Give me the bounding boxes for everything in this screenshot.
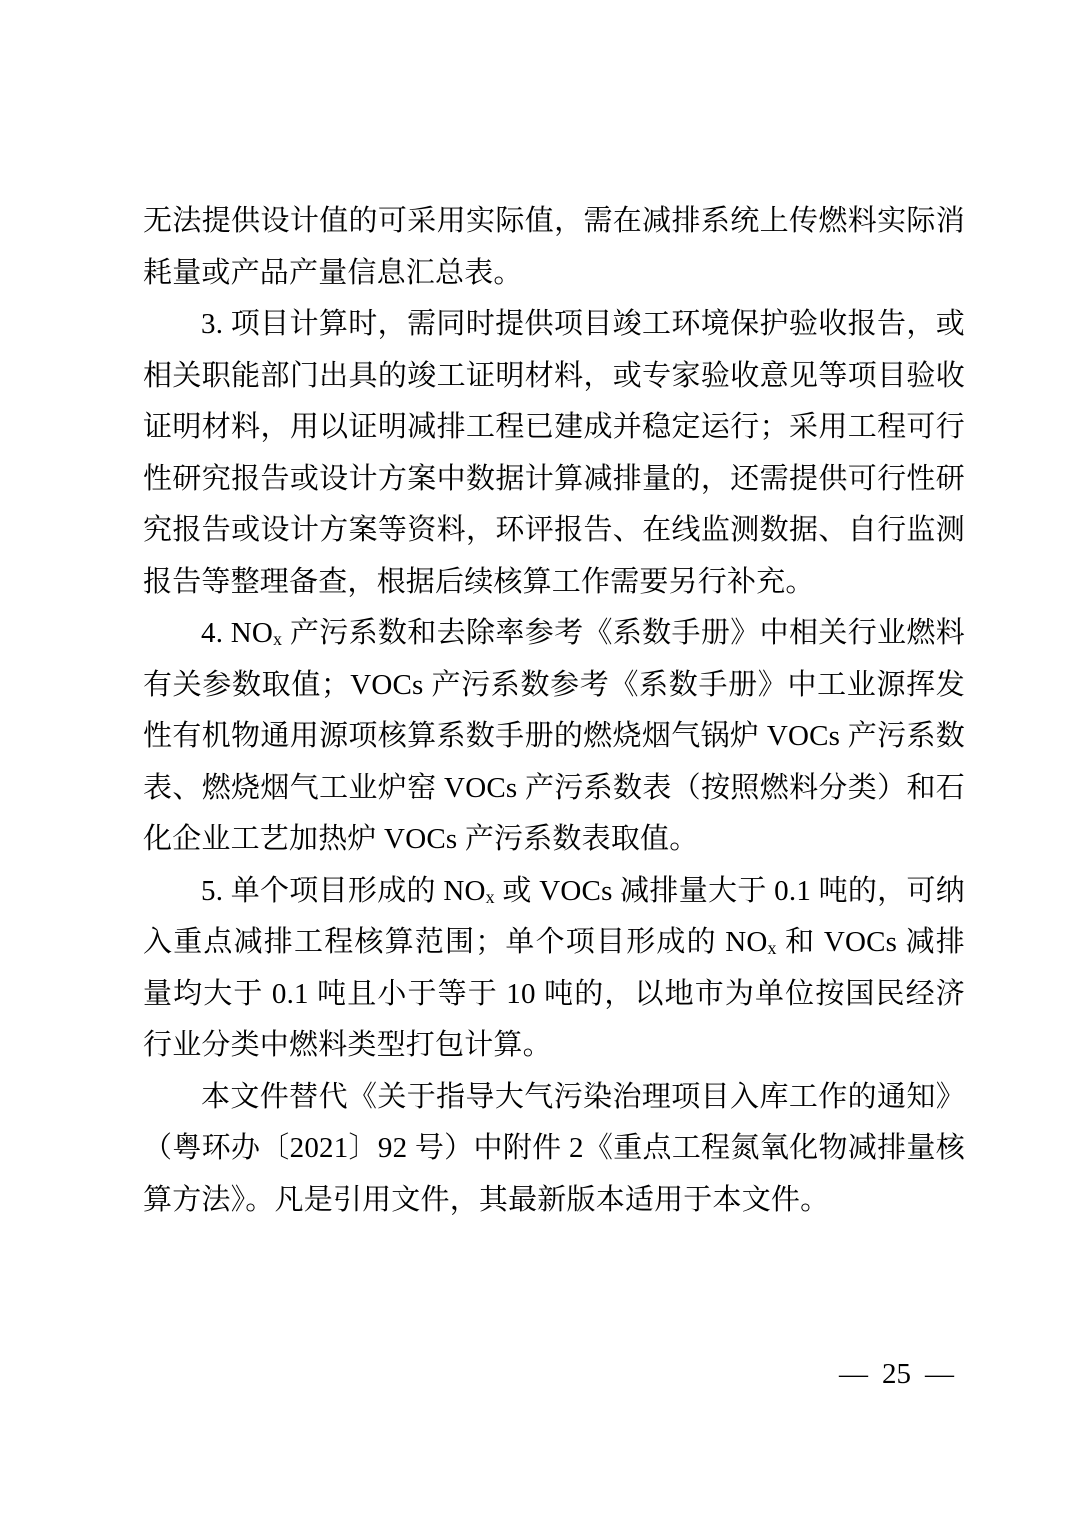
text-run: 4. NO: [201, 617, 274, 649]
paragraph: [143, 608, 965, 866]
text-run: 或 VOCs 减排量大于 0.1 吨的，可纳入重点减排工程核算范围；单个项目形成的 NO: [143, 874, 965, 958]
text-run: 无法提供设计值的可采用实际值，需在减排系统上传燃料实际消耗量或产品产量信息汇总表。: [143, 205, 965, 289]
page-number: 25: [882, 1358, 911, 1390]
paragraph: [143, 1072, 965, 1227]
subscript-text: x: [485, 886, 495, 907]
text-run: 和 VOCs 减排量均大于 0.1 吨且小于等于 10 吨的，以地市为单位按国民经济行业分类中燃料类型打包计算。: [143, 926, 965, 1061]
subscript-text: x: [273, 629, 283, 650]
paragraph: [143, 866, 965, 1072]
page-footer: [839, 1358, 954, 1391]
document-body: [143, 196, 965, 1226]
footer-dash-right: —: [925, 1358, 954, 1390]
footer-dash-left: —: [839, 1358, 868, 1390]
subscript-text: x: [767, 938, 777, 959]
paragraph: [143, 299, 965, 608]
paragraph: [143, 196, 965, 299]
text-run: 产污系数和去除率参考《系数手册》中相关行业燃料有关参数取值；VOCs 产污系数参考《系数手册》中工业源挥发性有机物通用源项核算系数手册的燃烧烟气锅炉 VOCs 产污系数表、燃烧烟气工业炉窑 VOCs 产污系数表（按照燃料分类）和石化企业工艺加热炉 VOCs 产污系数表取值。: [143, 617, 965, 855]
text-run: 5. 单个项目形成的 NO: [201, 874, 486, 907]
text-run: 3. 项目计算时，需同时提供项目竣工环境保护验收报告，或相关职能部门出具的竣工证明材料，或专家验收意见等项目验收证明材料，用以证明减排工程已建成并稳定运行；采用工程可行性研究报告或设计方案中数据计算减排量的，还需提供可行性研究报告或设计方案等资料，环评报告、在线监测数据、自行监测报告等整理备查，根据后续核算工作需要另行补充。: [143, 308, 965, 598]
text-run: 本文件替代《关于指导大气污染治理项目入库工作的通知》（粤环办〔2021〕92 号）中附件 2《重点工程氮氧化物减排量核算方法》。凡是引用文件，其最新版本适用于本文件。: [143, 1080, 965, 1216]
